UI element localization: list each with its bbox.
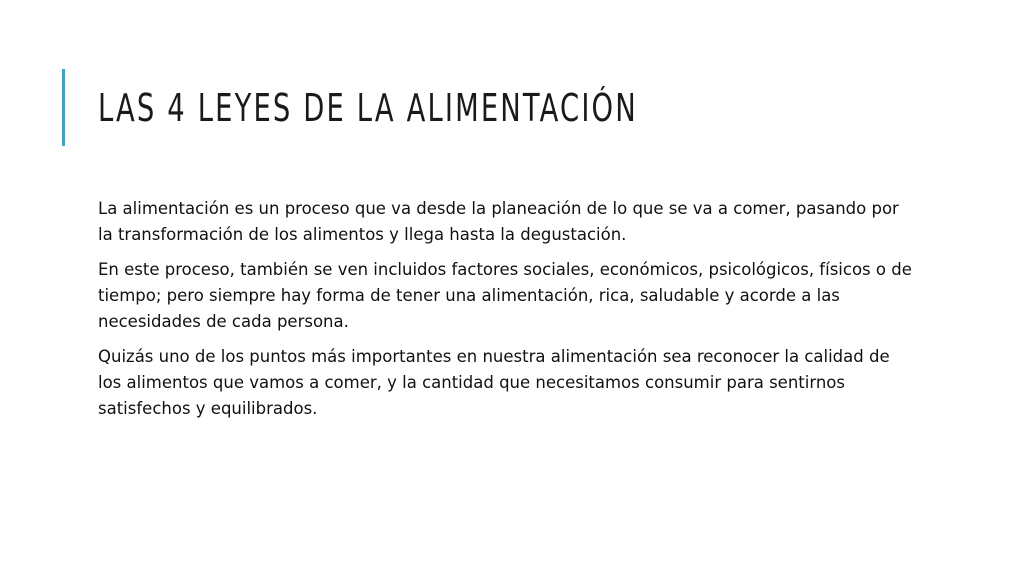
body-paragraph-2: En este proceso, también se ven incluidos factores sociales, económicos, psicológicos, físicos o de tiempo; pero siempre hay forma de tener una alimentación, rica, saludable y acorde a las necesidades de cada persona.: [98, 260, 912, 331]
title-accent-bar: [62, 69, 65, 146]
slide-title: LAS 4 LEYES DE LA ALIMENTACIÓN: [98, 86, 638, 130]
slide-body: [98, 196, 918, 431]
body-paragraph-1: La alimentación es un proceso que va desde la planeación de lo que se va a comer, pasando por la transformación de los alimentos y llega hasta la degustación.: [98, 199, 899, 244]
body-paragraph-3: Quizás uno de los puntos más importantes en nuestra alimentación sea reconocer la calidad de los alimentos que vamos a comer, y la cantidad que necesitamos consumir para sentirnos satisfechos y equilibrados.: [98, 347, 890, 418]
